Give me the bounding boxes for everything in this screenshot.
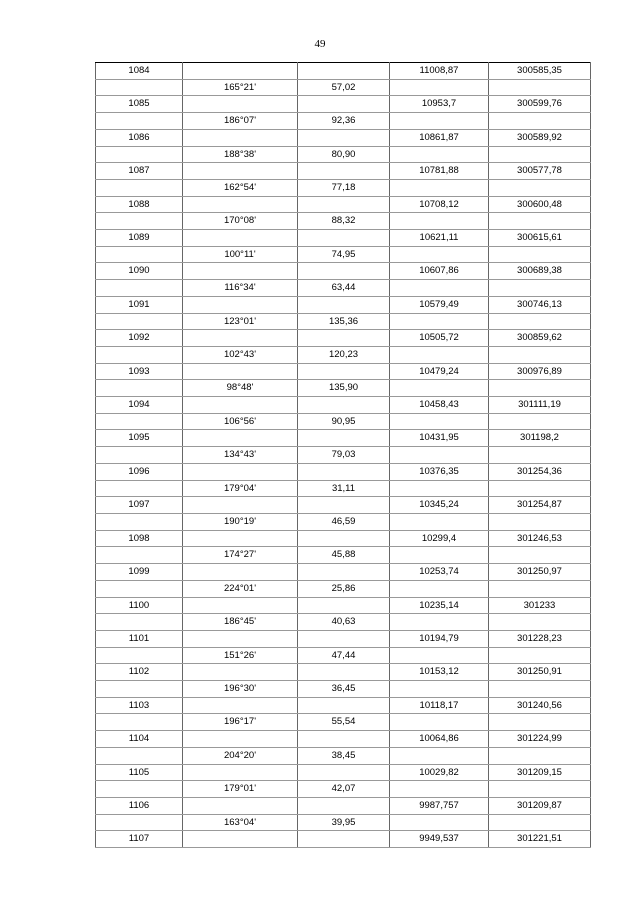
direction-angle-cell: 170°08' bbox=[183, 213, 298, 230]
x-coordinate-cell: 10505,72 bbox=[390, 330, 489, 347]
point-row bbox=[96, 530, 591, 547]
y-coordinate-cell: 301233 bbox=[489, 597, 591, 614]
point-id-cell: 1100 bbox=[96, 597, 183, 614]
empty-cell bbox=[390, 346, 489, 363]
empty-cell bbox=[183, 764, 298, 781]
empty-cell bbox=[390, 747, 489, 764]
y-coordinate-cell: 301228,23 bbox=[489, 630, 591, 647]
point-row bbox=[96, 263, 591, 280]
y-coordinate-cell: 300746,13 bbox=[489, 296, 591, 313]
segment-length-cell: 80,90 bbox=[298, 146, 390, 163]
y-coordinate-cell: 301250,91 bbox=[489, 664, 591, 681]
empty-cell bbox=[489, 313, 591, 330]
empty-cell bbox=[489, 480, 591, 497]
empty-cell bbox=[390, 313, 489, 330]
empty-cell bbox=[298, 163, 390, 180]
x-coordinate-cell: 10153,12 bbox=[390, 664, 489, 681]
x-coordinate-cell: 10376,35 bbox=[390, 463, 489, 480]
empty-cell bbox=[96, 547, 183, 564]
empty-cell bbox=[298, 564, 390, 581]
point-row bbox=[96, 597, 591, 614]
point-id-cell: 1092 bbox=[96, 330, 183, 347]
empty-cell bbox=[183, 664, 298, 681]
point-row bbox=[96, 330, 591, 347]
empty-cell bbox=[183, 263, 298, 280]
direction-angle-cell: 123°01' bbox=[183, 313, 298, 330]
empty-cell bbox=[183, 797, 298, 814]
point-row bbox=[96, 363, 591, 380]
x-coordinate-cell: 10479,24 bbox=[390, 363, 489, 380]
empty-cell bbox=[96, 681, 183, 698]
x-coordinate-cell: 10029,82 bbox=[390, 764, 489, 781]
point-id-cell: 1085 bbox=[96, 96, 183, 113]
empty-cell bbox=[489, 681, 591, 698]
empty-cell bbox=[298, 831, 390, 848]
empty-cell bbox=[390, 714, 489, 731]
empty-cell bbox=[183, 731, 298, 748]
y-coordinate-cell: 301221,51 bbox=[489, 831, 591, 848]
empty-cell bbox=[489, 179, 591, 196]
point-id-cell: 1095 bbox=[96, 430, 183, 447]
y-coordinate-cell: 301254,87 bbox=[489, 497, 591, 514]
segment-length-cell: 79,03 bbox=[298, 447, 390, 464]
empty-cell bbox=[489, 346, 591, 363]
empty-cell bbox=[298, 296, 390, 313]
segment-row bbox=[96, 346, 591, 363]
point-row bbox=[96, 296, 591, 313]
point-row bbox=[96, 764, 591, 781]
empty-cell bbox=[96, 747, 183, 764]
point-id-cell: 1087 bbox=[96, 163, 183, 180]
y-coordinate-cell: 301250,97 bbox=[489, 564, 591, 581]
x-coordinate-cell: 10194,79 bbox=[390, 630, 489, 647]
y-coordinate-cell: 300689,38 bbox=[489, 263, 591, 280]
segment-length-cell: 74,95 bbox=[298, 246, 390, 263]
empty-cell bbox=[390, 580, 489, 597]
x-coordinate-cell: 11008,87 bbox=[390, 63, 489, 80]
empty-cell bbox=[183, 330, 298, 347]
x-coordinate-cell: 10345,24 bbox=[390, 497, 489, 514]
segment-row bbox=[96, 79, 591, 96]
point-id-cell: 1107 bbox=[96, 831, 183, 848]
segment-length-cell: 39,95 bbox=[298, 814, 390, 831]
direction-angle-cell: 204°20' bbox=[183, 747, 298, 764]
empty-cell bbox=[183, 530, 298, 547]
empty-cell bbox=[298, 530, 390, 547]
empty-cell bbox=[183, 230, 298, 247]
segment-length-cell: 40,63 bbox=[298, 614, 390, 631]
empty-cell bbox=[298, 397, 390, 414]
empty-cell bbox=[183, 63, 298, 80]
point-row bbox=[96, 163, 591, 180]
empty-cell bbox=[96, 79, 183, 96]
direction-angle-cell: 151°26' bbox=[183, 647, 298, 664]
empty-cell bbox=[96, 781, 183, 798]
empty-cell bbox=[298, 497, 390, 514]
y-coordinate-cell: 301246,53 bbox=[489, 530, 591, 547]
segment-row bbox=[96, 513, 591, 530]
direction-angle-cell: 174°27' bbox=[183, 547, 298, 564]
empty-cell bbox=[390, 413, 489, 430]
empty-cell bbox=[390, 547, 489, 564]
empty-cell bbox=[183, 96, 298, 113]
segment-row bbox=[96, 280, 591, 297]
point-row bbox=[96, 797, 591, 814]
empty-cell bbox=[183, 564, 298, 581]
point-id-cell: 1086 bbox=[96, 129, 183, 146]
segment-length-cell: 135,36 bbox=[298, 313, 390, 330]
direction-angle-cell: 196°17' bbox=[183, 714, 298, 731]
empty-cell bbox=[489, 781, 591, 798]
y-coordinate-cell: 301198,2 bbox=[489, 430, 591, 447]
point-id-cell: 1105 bbox=[96, 764, 183, 781]
empty-cell bbox=[489, 380, 591, 397]
empty-cell bbox=[489, 814, 591, 831]
segment-row bbox=[96, 747, 591, 764]
x-coordinate-cell: 10458,43 bbox=[390, 397, 489, 414]
empty-cell bbox=[96, 380, 183, 397]
empty-cell bbox=[390, 280, 489, 297]
empty-cell bbox=[96, 714, 183, 731]
y-coordinate-cell: 300976,89 bbox=[489, 363, 591, 380]
y-coordinate-cell: 301209,15 bbox=[489, 764, 591, 781]
segment-row bbox=[96, 380, 591, 397]
segment-row bbox=[96, 113, 591, 130]
segment-row bbox=[96, 814, 591, 831]
coordinates-table-body bbox=[96, 63, 591, 848]
empty-cell bbox=[298, 797, 390, 814]
direction-angle-cell: 224°01' bbox=[183, 580, 298, 597]
empty-cell bbox=[390, 681, 489, 698]
point-id-cell: 1088 bbox=[96, 196, 183, 213]
segment-row bbox=[96, 447, 591, 464]
empty-cell bbox=[96, 346, 183, 363]
empty-cell bbox=[298, 196, 390, 213]
empty-cell bbox=[183, 397, 298, 414]
empty-cell bbox=[298, 430, 390, 447]
segment-row bbox=[96, 714, 591, 731]
empty-cell bbox=[96, 513, 183, 530]
segment-length-cell: 57,02 bbox=[298, 79, 390, 96]
x-coordinate-cell: 10953,7 bbox=[390, 96, 489, 113]
y-coordinate-cell: 301224,99 bbox=[489, 731, 591, 748]
empty-cell bbox=[489, 447, 591, 464]
x-coordinate-cell: 10607,86 bbox=[390, 263, 489, 280]
empty-cell bbox=[390, 113, 489, 130]
x-coordinate-cell: 10861,87 bbox=[390, 129, 489, 146]
segment-row bbox=[96, 246, 591, 263]
point-row bbox=[96, 463, 591, 480]
empty-cell bbox=[298, 363, 390, 380]
segment-length-cell: 45,88 bbox=[298, 547, 390, 564]
x-coordinate-cell: 10064,86 bbox=[390, 731, 489, 748]
x-coordinate-cell: 10118,17 bbox=[390, 697, 489, 714]
segment-length-cell: 46,59 bbox=[298, 513, 390, 530]
empty-cell bbox=[489, 246, 591, 263]
empty-cell bbox=[390, 781, 489, 798]
empty-cell bbox=[96, 447, 183, 464]
empty-cell bbox=[390, 814, 489, 831]
x-coordinate-cell: 10299,4 bbox=[390, 530, 489, 547]
point-id-cell: 1097 bbox=[96, 497, 183, 514]
segment-row bbox=[96, 213, 591, 230]
point-id-cell: 1098 bbox=[96, 530, 183, 547]
point-row bbox=[96, 497, 591, 514]
point-id-cell: 1101 bbox=[96, 630, 183, 647]
direction-angle-cell: 165°21' bbox=[183, 79, 298, 96]
empty-cell bbox=[390, 513, 489, 530]
direction-angle-cell: 134°43' bbox=[183, 447, 298, 464]
point-row bbox=[96, 564, 591, 581]
empty-cell bbox=[183, 430, 298, 447]
segment-length-cell: 25,86 bbox=[298, 580, 390, 597]
y-coordinate-cell: 300585,35 bbox=[489, 63, 591, 80]
empty-cell bbox=[390, 146, 489, 163]
direction-angle-cell: 98°48' bbox=[183, 380, 298, 397]
y-coordinate-cell: 301111,19 bbox=[489, 397, 591, 414]
x-coordinate-cell: 10781,88 bbox=[390, 163, 489, 180]
empty-cell bbox=[489, 513, 591, 530]
y-coordinate-cell: 300600,48 bbox=[489, 196, 591, 213]
empty-cell bbox=[390, 647, 489, 664]
y-coordinate-cell: 300599,76 bbox=[489, 96, 591, 113]
y-coordinate-cell: 301254,36 bbox=[489, 463, 591, 480]
page-number: 49 bbox=[314, 38, 326, 50]
point-row bbox=[96, 63, 591, 80]
point-id-cell: 1104 bbox=[96, 731, 183, 748]
point-row bbox=[96, 697, 591, 714]
empty-cell bbox=[489, 213, 591, 230]
point-row bbox=[96, 397, 591, 414]
empty-cell bbox=[183, 697, 298, 714]
empty-cell bbox=[298, 630, 390, 647]
point-id-cell: 1099 bbox=[96, 564, 183, 581]
y-coordinate-cell: 300615,61 bbox=[489, 230, 591, 247]
empty-cell bbox=[96, 280, 183, 297]
segment-row bbox=[96, 580, 591, 597]
x-coordinate-cell: 9987,757 bbox=[390, 797, 489, 814]
empty-cell bbox=[96, 647, 183, 664]
empty-cell bbox=[183, 163, 298, 180]
empty-cell bbox=[489, 79, 591, 96]
point-id-cell: 1089 bbox=[96, 230, 183, 247]
empty-cell bbox=[298, 697, 390, 714]
empty-cell bbox=[298, 731, 390, 748]
point-id-cell: 1090 bbox=[96, 263, 183, 280]
segment-length-cell: 120,23 bbox=[298, 346, 390, 363]
point-row bbox=[96, 664, 591, 681]
y-coordinate-cell: 300577,78 bbox=[489, 163, 591, 180]
empty-cell bbox=[390, 79, 489, 96]
segment-length-cell: 47,44 bbox=[298, 647, 390, 664]
coordinates-table bbox=[95, 62, 591, 848]
point-id-cell: 1096 bbox=[96, 463, 183, 480]
empty-cell bbox=[489, 280, 591, 297]
empty-cell bbox=[96, 614, 183, 631]
empty-cell bbox=[96, 413, 183, 430]
point-row bbox=[96, 430, 591, 447]
point-row bbox=[96, 96, 591, 113]
segment-length-cell: 42,07 bbox=[298, 781, 390, 798]
direction-angle-cell: 186°45' bbox=[183, 614, 298, 631]
direction-angle-cell: 186°07' bbox=[183, 113, 298, 130]
direction-angle-cell: 179°04' bbox=[183, 480, 298, 497]
empty-cell bbox=[96, 313, 183, 330]
segment-row bbox=[96, 413, 591, 430]
point-id-cell: 1084 bbox=[96, 63, 183, 80]
direction-angle-cell: 196°30' bbox=[183, 681, 298, 698]
segment-length-cell: 63,44 bbox=[298, 280, 390, 297]
x-coordinate-cell: 10621,11 bbox=[390, 230, 489, 247]
empty-cell bbox=[96, 179, 183, 196]
segment-length-cell: 55,54 bbox=[298, 714, 390, 731]
x-coordinate-cell: 10235,14 bbox=[390, 597, 489, 614]
empty-cell bbox=[390, 480, 489, 497]
empty-cell bbox=[183, 129, 298, 146]
point-id-cell: 1091 bbox=[96, 296, 183, 313]
empty-cell bbox=[298, 764, 390, 781]
direction-angle-cell: 190°19' bbox=[183, 513, 298, 530]
direction-angle-cell: 162°54' bbox=[183, 179, 298, 196]
empty-cell bbox=[298, 263, 390, 280]
segment-row bbox=[96, 146, 591, 163]
empty-cell bbox=[298, 96, 390, 113]
point-row bbox=[96, 230, 591, 247]
empty-cell bbox=[183, 630, 298, 647]
empty-cell bbox=[96, 246, 183, 263]
direction-angle-cell: 163°04' bbox=[183, 814, 298, 831]
empty-cell bbox=[298, 463, 390, 480]
empty-cell bbox=[298, 597, 390, 614]
empty-cell bbox=[298, 230, 390, 247]
empty-cell bbox=[390, 246, 489, 263]
point-row bbox=[96, 129, 591, 146]
empty-cell bbox=[298, 330, 390, 347]
empty-cell bbox=[489, 647, 591, 664]
x-coordinate-cell: 10579,49 bbox=[390, 296, 489, 313]
x-coordinate-cell: 10253,74 bbox=[390, 564, 489, 581]
empty-cell bbox=[96, 146, 183, 163]
segment-row bbox=[96, 480, 591, 497]
segment-row bbox=[96, 179, 591, 196]
empty-cell bbox=[489, 547, 591, 564]
x-coordinate-cell: 9949,537 bbox=[390, 831, 489, 848]
x-coordinate-cell: 10708,12 bbox=[390, 196, 489, 213]
point-id-cell: 1094 bbox=[96, 397, 183, 414]
empty-cell bbox=[390, 213, 489, 230]
empty-cell bbox=[489, 714, 591, 731]
point-id-cell: 1103 bbox=[96, 697, 183, 714]
empty-cell bbox=[489, 614, 591, 631]
segment-row bbox=[96, 614, 591, 631]
empty-cell bbox=[183, 831, 298, 848]
segment-row bbox=[96, 781, 591, 798]
direction-angle-cell: 179°01' bbox=[183, 781, 298, 798]
empty-cell bbox=[96, 480, 183, 497]
empty-cell bbox=[96, 113, 183, 130]
segment-length-cell: 36,45 bbox=[298, 681, 390, 698]
empty-cell bbox=[489, 113, 591, 130]
y-coordinate-cell: 301209,87 bbox=[489, 797, 591, 814]
empty-cell bbox=[96, 213, 183, 230]
point-row bbox=[96, 196, 591, 213]
direction-angle-cell: 116°34' bbox=[183, 280, 298, 297]
empty-cell bbox=[489, 580, 591, 597]
segment-row bbox=[96, 547, 591, 564]
direction-angle-cell: 188°38' bbox=[183, 146, 298, 163]
segment-row bbox=[96, 313, 591, 330]
segment-length-cell: 31,11 bbox=[298, 480, 390, 497]
empty-cell bbox=[390, 614, 489, 631]
segment-row bbox=[96, 647, 591, 664]
segment-length-cell: 77,18 bbox=[298, 179, 390, 196]
point-row bbox=[96, 630, 591, 647]
point-id-cell: 1102 bbox=[96, 664, 183, 681]
empty-cell bbox=[390, 447, 489, 464]
segment-length-cell: 90,95 bbox=[298, 413, 390, 430]
point-id-cell: 1093 bbox=[96, 363, 183, 380]
direction-angle-cell: 102°43' bbox=[183, 346, 298, 363]
y-coordinate-cell: 300589,92 bbox=[489, 129, 591, 146]
segment-length-cell: 88,32 bbox=[298, 213, 390, 230]
empty-cell bbox=[489, 413, 591, 430]
y-coordinate-cell: 300859,62 bbox=[489, 330, 591, 347]
empty-cell bbox=[183, 463, 298, 480]
y-coordinate-cell: 301240,56 bbox=[489, 697, 591, 714]
point-id-cell: 1106 bbox=[96, 797, 183, 814]
empty-cell bbox=[183, 597, 298, 614]
empty-cell bbox=[183, 296, 298, 313]
point-row bbox=[96, 831, 591, 848]
empty-cell bbox=[298, 129, 390, 146]
empty-cell bbox=[390, 380, 489, 397]
empty-cell bbox=[390, 179, 489, 196]
empty-cell bbox=[489, 747, 591, 764]
segment-length-cell: 92,36 bbox=[298, 113, 390, 130]
empty-cell bbox=[96, 580, 183, 597]
empty-cell bbox=[298, 664, 390, 681]
direction-angle-cell: 100°11' bbox=[183, 246, 298, 263]
empty-cell bbox=[183, 363, 298, 380]
segment-length-cell: 135,90 bbox=[298, 380, 390, 397]
empty-cell bbox=[298, 63, 390, 80]
empty-cell bbox=[489, 146, 591, 163]
segment-row bbox=[96, 681, 591, 698]
empty-cell bbox=[183, 196, 298, 213]
point-row bbox=[96, 731, 591, 748]
empty-cell bbox=[96, 814, 183, 831]
empty-cell bbox=[183, 497, 298, 514]
direction-angle-cell: 106°56' bbox=[183, 413, 298, 430]
segment-length-cell: 38,45 bbox=[298, 747, 390, 764]
x-coordinate-cell: 10431,95 bbox=[390, 430, 489, 447]
